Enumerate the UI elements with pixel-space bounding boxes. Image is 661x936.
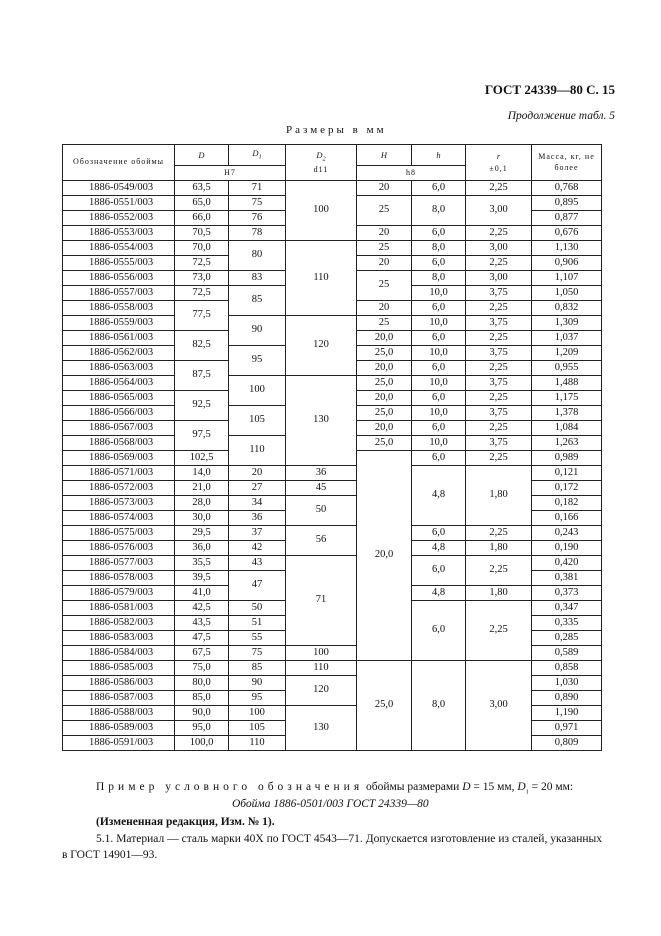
cell-r: 2,25 [466,601,532,661]
cell-r: 3,00 [466,271,532,286]
cell-D1: 43 [229,556,286,571]
cell-designation: 1886-0571/003 [63,466,175,481]
cell-h: 6,0 [412,301,466,316]
cell-D: 70,5 [175,226,229,241]
cell-D2: 100 [286,181,357,241]
cell-mass: 1,084 [532,421,602,436]
cell-D: 72,5 [175,286,229,301]
header-designation: Обозначение обоймы [63,145,175,181]
cell-mass: 0,373 [532,586,602,601]
cell-designation: 1886-0569/003 [63,451,175,466]
cell-h: 6,0 [412,391,466,406]
cell-r: 2,25 [466,556,532,586]
cell-designation: 1886-0565/003 [63,391,175,406]
cell-designation: 1886-0577/003 [63,556,175,571]
cell-mass: 0,166 [532,511,602,526]
cell-designation: 1886-0579/003 [63,586,175,601]
cell-D: 21,0 [175,481,229,496]
cell-H: 25,0 [357,406,412,421]
cell-mass: 0,182 [532,496,602,511]
cell-D: 63,5 [175,181,229,196]
cell-designation: 1886-0566/003 [63,406,175,421]
cell-D1: 105 [229,721,286,736]
cell-r: 2,25 [466,451,532,466]
cell-h: 4,8 [412,541,466,556]
cell-D1: 50 [229,601,286,616]
cell-D1: 95 [229,691,286,706]
table-continuation-label: Продолжение табл. 5 [507,110,615,122]
cell-h: 6,0 [412,601,466,661]
cell-designation: 1886-0552/003 [63,211,175,226]
cell-h: 8,0 [412,241,466,256]
cell-r: 1,80 [466,466,532,526]
cell-h: 10,0 [412,286,466,301]
header-D: D [175,145,229,166]
cell-h: 6,0 [412,556,466,586]
cell-h: 6,0 [412,421,466,436]
cell-D: 42,5 [175,601,229,616]
cell-H: 20 [357,226,412,241]
cell-r: 2,25 [466,526,532,541]
cell-H: 25,0 [357,661,412,751]
cell-h: 10,0 [412,316,466,331]
cell-designation: 1886-0586/003 [63,676,175,691]
cell-D: 82,5 [175,331,229,361]
cell-h: 8,0 [412,661,466,751]
cell-r: 3,75 [466,346,532,361]
cell-D1: 36 [229,511,286,526]
cell-D: 80,0 [175,676,229,691]
cell-mass: 0,190 [532,541,602,556]
cell-H: 20 [357,301,412,316]
cell-D2: 130 [286,706,357,751]
cell-H: 20,0 [357,361,412,376]
cell-D2: 100 [286,646,357,661]
cell-designation: 1886-0555/003 [63,256,175,271]
cell-D2: 71 [286,556,357,646]
cell-r: 2,25 [466,421,532,436]
header-tolerance-h8: h8 [357,166,466,181]
cell-r: 3,75 [466,316,532,331]
cell-designation: 1886-0563/003 [63,361,175,376]
cell-H: 25 [357,271,412,301]
cell-mass: 0,243 [532,526,602,541]
cell-D1: 75 [229,646,286,661]
cell-mass: 0,890 [532,691,602,706]
cell-h: 10,0 [412,346,466,361]
cell-mass: 0,832 [532,301,602,316]
cell-designation: 1886-0588/003 [63,706,175,721]
cell-h: 6,0 [412,451,466,466]
cell-D1: 34 [229,496,286,511]
cell-r: 2,25 [466,181,532,196]
cell-D: 67,5 [175,646,229,661]
cell-H: 25,0 [357,346,412,361]
cell-mass: 1,190 [532,706,602,721]
example-designation: Обойма 1886-0501/003 ГОСТ 24339—80 [232,798,429,810]
header-mass: Масса, кг, не более [532,145,602,181]
cell-D: 29,5 [175,526,229,541]
cell-mass: 0,971 [532,721,602,736]
cell-D2: 110 [286,661,357,676]
cell-H: 25 [357,316,412,331]
cell-D1: 47 [229,571,286,601]
cell-designation: 1886-0567/003 [63,421,175,436]
changed-edition-note: (Измененная редакция, Изм. № 1). [96,816,275,828]
cell-D1: 20 [229,466,286,481]
cell-mass: 1,130 [532,241,602,256]
cell-D: 30,0 [175,511,229,526]
cell-H: 20 [357,181,412,196]
cell-D: 85,0 [175,691,229,706]
table-row [63,526,602,541]
cell-D: 87,5 [175,361,229,391]
cell-designation: 1886-0568/003 [63,436,175,451]
cell-D: 35,5 [175,556,229,571]
cell-D1: 42 [229,541,286,556]
cell-r: 3,75 [466,286,532,301]
cell-D2: 120 [286,316,357,376]
cell-designation: 1886-0549/003 [63,181,175,196]
cell-D1: 80 [229,241,286,271]
cell-r: 3,00 [466,661,532,751]
cell-designation: 1886-0572/003 [63,481,175,496]
cell-D1: 110 [229,736,286,751]
cell-designation: 1886-0551/003 [63,196,175,211]
cell-designation: 1886-0556/003 [63,271,175,286]
cell-D: 90,0 [175,706,229,721]
cell-D: 92,5 [175,391,229,421]
paragraph-5-1: 5.1. Материал — сталь марки 40Х по ГОСТ 4543—71. Допускается изготовление из сталей, указанных в ГОСТ 14901—93. [62,833,602,861]
cell-mass: 0,676 [532,226,602,241]
cell-h: 8,0 [412,196,466,226]
cell-r: 2,25 [466,256,532,271]
cell-D1: 27 [229,481,286,496]
page-header: ГОСТ 24339—80 С. 15 [484,82,615,97]
cell-r: 2,25 [466,361,532,376]
cell-D: 102,5 [175,451,229,466]
cell-mass: 0,768 [532,181,602,196]
cell-H: 20,0 [357,391,412,406]
table-row [63,316,602,331]
cell-D2: 50 [286,496,357,526]
cell-mass: 0,335 [532,616,602,631]
cell-D2: 120 [286,676,357,706]
cell-designation: 1886-0591/003 [63,736,175,751]
cell-h: 6,0 [412,331,466,346]
cell-designation: 1886-0559/003 [63,316,175,331]
table-row [63,466,602,481]
cell-D1: 100 [229,706,286,721]
cell-mass: 0,121 [532,466,602,481]
cell-mass: 1,209 [532,346,602,361]
cell-r: 2,25 [466,226,532,241]
cell-D2: 130 [286,376,357,466]
cell-r: 3,00 [466,196,532,226]
cell-D: 41,0 [175,586,229,601]
cell-designation: 1886-0585/003 [63,661,175,676]
cell-D1: 90 [229,316,286,346]
cell-designation: 1886-0574/003 [63,511,175,526]
cell-D: 47,5 [175,631,229,646]
cell-designation: 1886-0576/003 [63,541,175,556]
example-label: Пример условного обозначения [96,781,364,793]
cell-D1: 110 [229,436,286,466]
header-D1: $D_1$ [229,145,286,166]
cell-designation: 1886-0584/003 [63,646,175,661]
cell-D1: 85 [229,286,286,316]
cell-designation: 1886-0583/003 [63,631,175,646]
cell-D1: 75 [229,196,286,211]
cell-h: 4,8 [412,466,466,526]
cell-D2: 36 [286,466,357,481]
cell-h: 6,0 [412,256,466,271]
cell-designation: 1886-0561/003 [63,331,175,346]
cell-D1: 95 [229,346,286,376]
cell-mass: 0,989 [532,451,602,466]
cell-h: 4,8 [412,586,466,601]
cell-H: 20,0 [357,331,412,346]
cell-D: 73,0 [175,271,229,286]
table-row [63,241,602,256]
cell-D: 97,5 [175,421,229,451]
cell-r: 1,80 [466,586,532,601]
cell-r: 3,75 [466,406,532,421]
cell-D: 39,5 [175,571,229,586]
designation-example: Пример условного обозначения обоймы размерами D = 15 мм, $D_1 = 20$ мм: [96,781,574,796]
cell-D1: 37 [229,526,286,541]
cell-D1: 71 [229,181,286,196]
cell-r: 3,75 [466,376,532,391]
cell-mass: 1,107 [532,271,602,286]
cell-H: 25,0 [357,436,412,451]
cell-H: 25 [357,196,412,226]
cell-h: 6,0 [412,526,466,541]
cell-r: 2,25 [466,331,532,346]
cell-D1: 55 [229,631,286,646]
sizes-label: Размеры в мм [286,124,387,136]
cell-mass: 1,050 [532,286,602,301]
cell-designation: 1886-0587/003 [63,691,175,706]
cell-designation: 1886-0589/003 [63,721,175,736]
cell-designation: 1886-0575/003 [63,526,175,541]
cell-mass: 1,037 [532,331,602,346]
cell-h: 6,0 [412,361,466,376]
cell-r: 3,75 [466,436,532,451]
cell-D2: 56 [286,526,357,556]
cell-D: 36,0 [175,541,229,556]
cell-D: 28,0 [175,496,229,511]
cell-h: 10,0 [412,436,466,451]
table-row [63,376,602,391]
cell-D1: 83 [229,271,286,286]
cell-mass: 1,378 [532,406,602,421]
cell-r: 3,00 [466,241,532,256]
dimensions-table [62,144,602,751]
cell-H: 25 [357,241,412,256]
cell-mass: 0,955 [532,361,602,376]
cell-mass: 1,030 [532,676,602,691]
cell-D1: 51 [229,616,286,631]
cell-D1: 76 [229,211,286,226]
cell-h: 8,0 [412,271,466,286]
cell-D: 66,0 [175,211,229,226]
cell-D1: 90 [229,676,286,691]
cell-D2: 110 [286,241,357,316]
cell-designation: 1886-0564/003 [63,376,175,391]
cell-designation: 1886-0553/003 [63,226,175,241]
cell-designation: 1886-0554/003 [63,241,175,256]
cell-designation: 1886-0578/003 [63,571,175,586]
cell-h: 6,0 [412,181,466,196]
cell-H: 25,0 [357,376,412,391]
cell-mass: 0,906 [532,256,602,271]
cell-D: 70,0 [175,241,229,256]
cell-mass: 1,309 [532,316,602,331]
cell-D1: 100 [229,376,286,406]
cell-mass: 0,877 [532,211,602,226]
cell-designation: 1886-0558/003 [63,301,175,316]
cell-D: 65,0 [175,196,229,211]
cell-mass: 0,347 [532,601,602,616]
cell-h: 10,0 [412,376,466,391]
cell-H: 20,0 [357,421,412,436]
cell-mass: 0,589 [532,646,602,661]
cell-H: 20 [357,256,412,271]
cell-mass: 0,809 [532,736,602,751]
cell-mass: 0,858 [532,661,602,676]
cell-D1: 78 [229,226,286,241]
cell-mass: 1,488 [532,376,602,391]
cell-D: 75,0 [175,661,229,676]
cell-mass: 0,895 [532,196,602,211]
table-row [63,181,602,196]
cell-mass: 1,263 [532,436,602,451]
cell-mass: 0,285 [532,631,602,646]
cell-designation: 1886-0573/003 [63,496,175,511]
cell-designation: 1886-0562/003 [63,346,175,361]
cell-r: 2,25 [466,391,532,406]
cell-mass: 0,172 [532,481,602,496]
cell-h: 6,0 [412,226,466,241]
cell-designation: 1886-0582/003 [63,616,175,631]
cell-D: 95,0 [175,721,229,736]
cell-D: 43,5 [175,616,229,631]
cell-mass: 0,420 [532,556,602,571]
cell-H: 20,0 [357,451,412,661]
cell-D: 14,0 [175,466,229,481]
header-r: r ±0,1 [466,145,532,181]
cell-D: 100,0 [175,736,229,751]
header-tolerance-H7: H7 [175,166,286,181]
cell-D1: 85 [229,661,286,676]
header-D2: $D_2$ d11 [286,145,357,181]
cell-D: 77,5 [175,301,229,331]
cell-h: 10,0 [412,406,466,421]
cell-r: 2,25 [466,301,532,316]
header-H: H [357,145,412,166]
table-row [63,556,602,571]
cell-r: 1,80 [466,541,532,556]
table-row [63,661,602,676]
cell-designation: 1886-0557/003 [63,286,175,301]
cell-designation: 1886-0581/003 [63,601,175,616]
cell-D: 72,5 [175,256,229,271]
header-h: h [412,145,466,166]
cell-mass: 0,381 [532,571,602,586]
cell-D2: 45 [286,481,357,496]
cell-mass: 1,175 [532,391,602,406]
cell-D1: 105 [229,406,286,436]
